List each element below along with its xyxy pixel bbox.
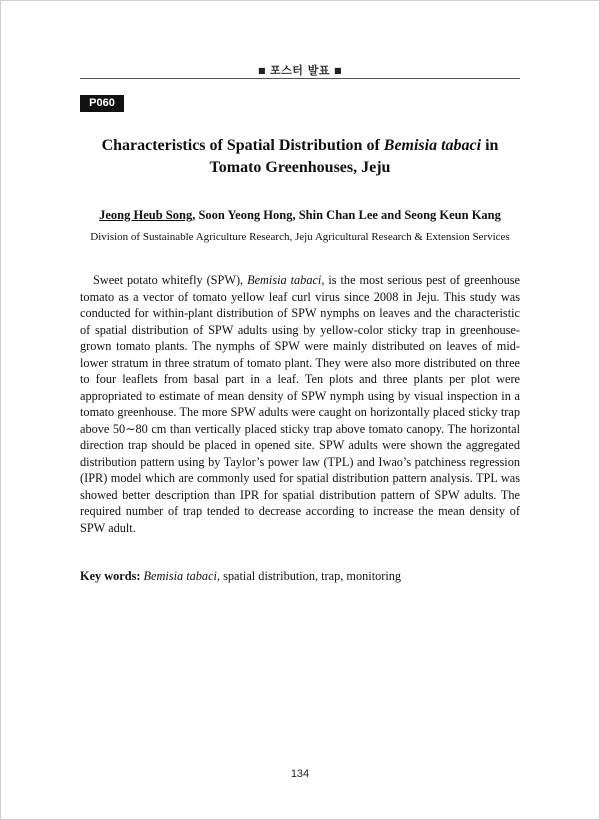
square-bullet-icon: ■ [333,66,343,75]
section-header [80,62,520,78]
abstract-segment: , is the most serious pest of greenhouse tomato as a vector of tomato yellow leaf curl virus since 2008 in Jeju. This study was conducted for within-plant distribution of SPW nymphs on leaves and the characteristic of spatial distribution of SPW adults using by yellow-color sticky trap in greenhouse-grown tomato plants. The nymphs of SPW were mainly distributed on leaves of mid-lower stratum in three stratum of tomato plant. They were also more distributed on three to four leaflets from basal part in a leaf. Ten plots and three plants per plot were appropriated to estimate of mean density of SPW nymph using by visual inspection in a tomato greenhouse. The more SPW adults were caught on horizontally placed sticky trap above 50∼80 cm than vertically placed sticky trap above tomato canopy. The horizontal direction trap should be placed in opened site. SPW adults were shown the aggregated distribution pattern using by Taylor’s power law (TPL) and Iwao’s patchiness regression (IPR) model which are commonly used for spatial distribution pattern analysis. TPL was showed better description than IPR for spatial distribution pattern of SPW adults. The required number of trap tended to decrease according to increase the mean density of SPW adult. [80,273,520,535]
first-author: Jeong Heub Song [99,208,193,222]
title-part2: in Tomato Greenhouses, Jeju [209,137,499,176]
title-species: Bemisia tabaci [383,137,482,154]
section-header-label: 포스터 발표 [270,64,330,77]
affiliation: Division of Sustainable Agriculture Research, Jeju Agricultural Research & Extension Services [90,231,510,243]
keywords-label: Key words: [80,569,141,583]
abstract-body [80,272,520,536]
keywords-rest: , spatial distribution, trap, monitoring [216,569,402,583]
square-bullet-icon: ■ [257,66,267,75]
coauthors: , Soon Yeong Hong, Shin Chan Lee and Seong Keun Kang [192,208,501,222]
header-divider [80,78,520,79]
author-list [60,208,540,223]
page-number: 134 [290,768,310,780]
paper-title [80,135,520,179]
title-part1: Characteristics of Spatial Distribution of [101,137,384,154]
abstract-segment: Sweet potato whitefly (SPW), [93,273,248,287]
keywords [80,568,520,584]
keywords-species: Bemisia tabaci [143,569,217,583]
poster-code-badge: P060 [80,95,124,112]
abstract-species: Bemisia tabaci [247,273,322,287]
